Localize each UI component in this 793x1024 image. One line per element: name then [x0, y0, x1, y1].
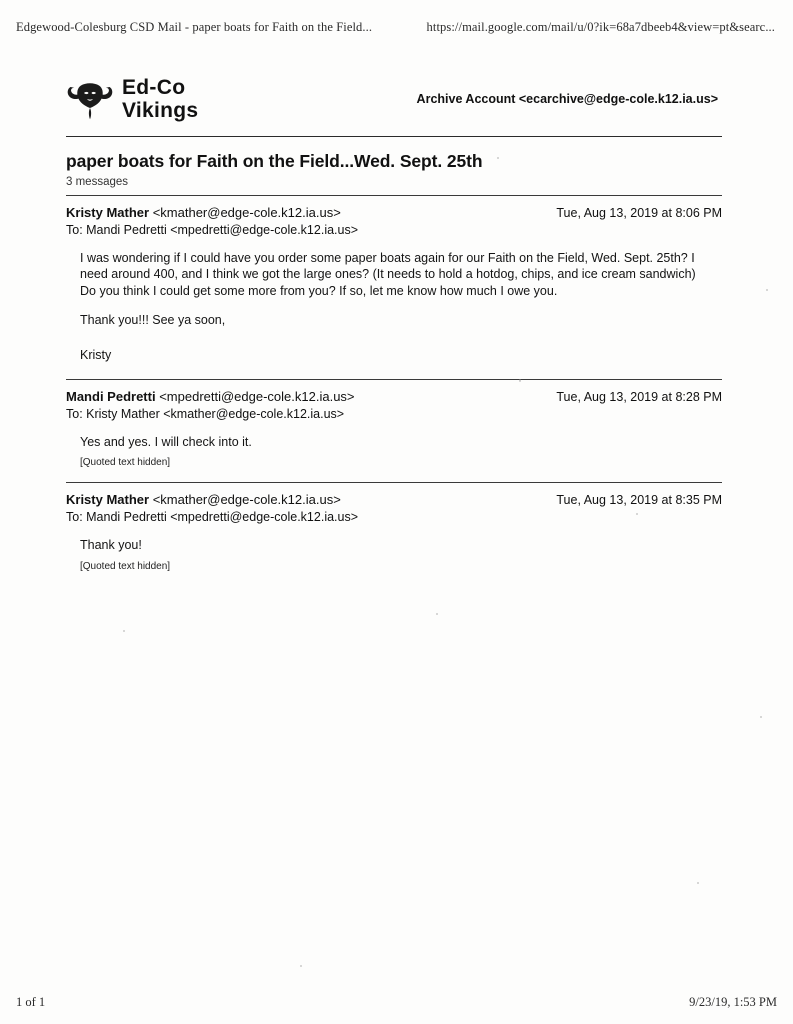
message-date: Tue, Aug 13, 2019 at 8:06 PM [556, 206, 722, 220]
message-divider [66, 482, 722, 483]
body-line: Thank you! [80, 538, 142, 553]
message-header [66, 205, 722, 220]
print-timestamp: 9/23/19, 1:53 PM [689, 995, 777, 1009]
message-header [66, 492, 722, 507]
message-recipient: To: Mandi Pedretti <mpedretti@edge-cole.k12.ia.us> [66, 223, 359, 237]
scan-speckle [519, 379, 521, 382]
message-item [66, 492, 722, 571]
sender-address: <kmather@edge-cole.k12.ia.us> [152, 205, 341, 220]
message-body [80, 250, 722, 363]
brand-wordmark [122, 77, 198, 121]
body-line: Do you think I could get some more from you? If so, let me know how much I owe you. [80, 283, 558, 298]
message-recipient: To: Kristy Mather <kmather@edge-cole.k12.ia.us> [66, 407, 345, 422]
brand-line-2: Vikings [122, 99, 199, 122]
message-item [66, 205, 722, 380]
thread-message-count: 3 messages [66, 176, 129, 188]
message-sender [66, 492, 341, 507]
scan-speckle [436, 613, 438, 615]
thread-subject: paper boats for Faith on the Field...Wed. Sept. 25th [66, 151, 483, 171]
scan-speckle [497, 157, 499, 159]
message-divider-wrap [66, 482, 722, 483]
page-number: 1 of 1 [16, 995, 46, 1009]
sender-name: Kristy Mather [66, 492, 150, 508]
thread-divider-top [66, 195, 722, 196]
message-date: Tue, Aug 13, 2019 at 8:35 PM [556, 493, 722, 508]
print-header [16, 20, 777, 35]
sender-name: Kristy Mather [66, 205, 150, 220]
message-item [66, 389, 722, 483]
print-header-title: Edgewood-Colesburg CSD Mail - paper boats for Faith on the Field... [16, 20, 373, 34]
scan-speckle [766, 289, 768, 291]
message-sender [66, 389, 355, 404]
scan-speckle [697, 882, 699, 884]
scan-speckle [123, 630, 125, 632]
brand-block [66, 76, 198, 122]
message-sender [66, 205, 341, 220]
message-divider [66, 379, 722, 380]
scan-speckle [636, 513, 638, 515]
archive-account-label: Archive Account <ecarchive@edge-cole.k12.ia.us> [416, 92, 718, 106]
document-letterhead [66, 68, 722, 130]
scan-speckle [760, 716, 762, 718]
message-body [80, 434, 722, 450]
message-body [80, 537, 722, 553]
body-line: I was wondering if I could have you order some paper boats again for our Faith on the Field, Wed. Sept. 25th? I [80, 251, 695, 265]
body-signature: Kristy [80, 347, 112, 362]
scan-speckle [300, 965, 302, 967]
sender-address: <kmather@edge-cole.k12.ia.us> [152, 492, 341, 508]
message-header [66, 389, 722, 404]
quoted-text-hidden[interactable]: [Quoted text hidden] [80, 457, 171, 469]
letterhead-divider [66, 136, 722, 137]
body-line: need around 400, and I think we got the large ones? (It needs to hold a hotdog, chips, and ice cream sandwich) [80, 267, 696, 282]
viking-head-logo-icon [66, 76, 114, 122]
body-closing: Thank you!!! See ya soon, [80, 313, 226, 328]
sender-address: <mpedretti@edge-cole.k12.ia.us> [159, 389, 355, 405]
email-document [66, 68, 722, 572]
print-footer [16, 995, 777, 1010]
sender-name: Mandi Pedretti [66, 389, 156, 405]
quoted-text-hidden[interactable]: [Quoted text hidden] [80, 560, 171, 572]
brand-line-1: Ed-Co [122, 76, 186, 99]
message-date: Tue, Aug 13, 2019 at 8:28 PM [556, 390, 722, 405]
body-line: Yes and yes. I will check into it. [80, 435, 252, 450]
print-header-url: https://mail.google.com/mail/u/0?ik=68a7dbeeb4&view=pt&searc... [426, 20, 775, 34]
message-divider-wrap [66, 379, 722, 380]
message-recipient: To: Mandi Pedretti <mpedretti@edge-cole.k12.ia.us> [66, 510, 359, 525]
